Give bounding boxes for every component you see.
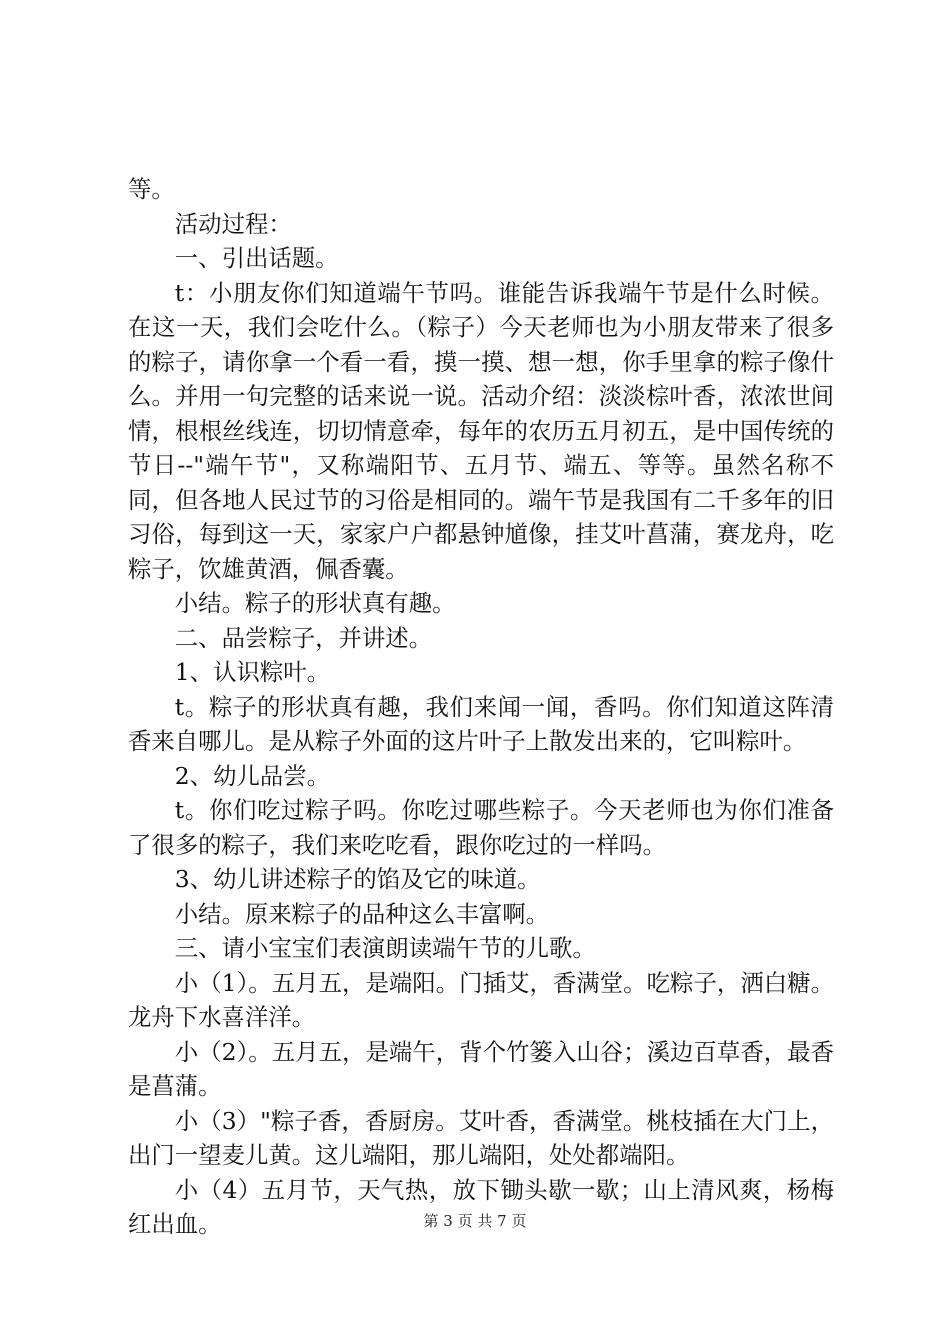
paragraph: t：小朋友你们知道端午节吗。谁能告诉我端午节是什么时候。在这一天，我们会吃什么。（粽子）今天老师也为小朋友带来了很多的粽子，请你拿一个看一看，摸一摸、想一想，你手里拿的粽子像什么。并用一句完整的话来说一说。活动介绍：淡淡棕叶香，浓浓世间情，根根丝线连，切切情意牵，每年的农历五月初五，是中国传统的节日--"端午节"，又称端阳节、五月节、端五、等等。虽然名称不同，但各地人民过节的习俗是相同的。端午节是我国有二千多年的旧习俗，每到这一天，家家户户都悬钟馗像，挂艾叶菖蒲，赛龙舟，吃粽子，饮雄黄酒，佩香囊。 bbox=[128, 278, 834, 583]
page-footer: 第 3 页 共 7 页 bbox=[423, 1212, 527, 1230]
paragraph: t。你们吃过粽子吗。你吃过哪些粽子。今天老师也为你们准备了很多的粽子，我们来吃吃看，跟你吃过的一样吗。 bbox=[128, 796, 834, 859]
paragraph: 小结。原来粽子的品种这么丰富啊。 bbox=[174, 899, 550, 928]
paragraph: t。粽子的形状真有趣，我们来闻一闻，香吗。你们知道这阵清香来自哪儿。是从粽子外面的这片叶子上散发出来的，它叫粽叶。 bbox=[128, 692, 834, 755]
subsection-heading: 2、幼儿品尝。 bbox=[174, 761, 331, 790]
rhyme-paragraph: 小（4）五月节，天气热，放下锄头歇一歇；山上清风爽，杨梅红出血。 bbox=[128, 1175, 834, 1238]
rhyme-paragraph: 小（3）"粽子香，香厨房。艾叶香，香满堂。桃枝插在大门上，出门一望麦儿黄。这儿端阳，那儿端阳，处处都端阳。 bbox=[128, 1106, 834, 1169]
subsection-heading: 3、幼儿讲述粽子的馅及它的味道。 bbox=[174, 865, 541, 893]
paragraph: 小结。粽子的形状真有趣。 bbox=[174, 589, 456, 617]
rhyme-paragraph: 小（1）。五月五，是端阳。门插艾，香满堂。吃粽子，洒白糖。龙舟下水喜洋洋。 bbox=[128, 968, 834, 1031]
paragraph: 等。 bbox=[128, 175, 175, 203]
section-heading: 二、品尝粽子，并讲述。 bbox=[174, 623, 433, 652]
document-body bbox=[128, 172, 834, 1242]
rhyme-paragraph: 小（2）。五月五，是端午，背个竹篓入山谷；溪边百草香，最香是菖蒲。 bbox=[128, 1037, 834, 1100]
section-heading: 活动过程： bbox=[174, 209, 292, 238]
section-heading: 一、引出话题。 bbox=[174, 244, 339, 272]
section-heading: 三、请小宝宝们表演朗读端午节的儿歌。 bbox=[174, 934, 596, 962]
subsection-heading: 1、认识粽叶。 bbox=[174, 658, 331, 686]
